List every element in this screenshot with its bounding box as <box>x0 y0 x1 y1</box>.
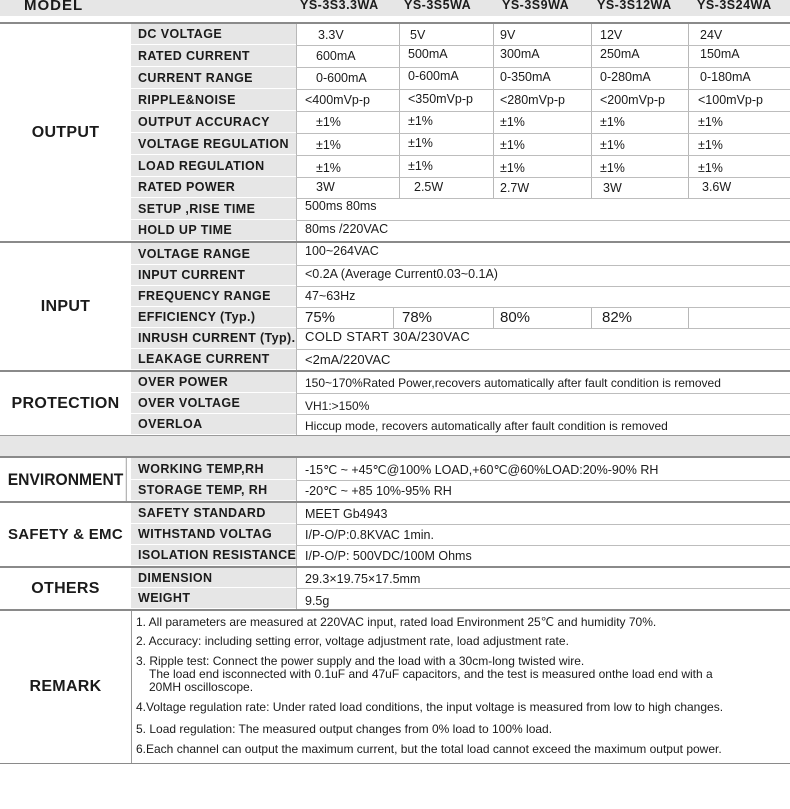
spacer-band <box>0 435 790 456</box>
value-cell: 0-180mA <box>700 70 751 84</box>
value-cell: ±1% <box>600 115 625 129</box>
value-cell: 12V <box>600 27 623 42</box>
value-cell: 9V <box>500 27 516 42</box>
model-name: YS-3S5WA <box>404 0 472 12</box>
remark-note: 2. Accuracy: including setting error, voltage adjustment rate, load adjustment rate. <box>136 634 569 648</box>
value-cell: 100~264VAC <box>305 244 379 258</box>
value-cell: 3W <box>603 180 622 195</box>
value-cell: ±1% <box>500 115 525 129</box>
row-label: ISOLATION RESISTANCE <box>131 545 296 566</box>
column-divider <box>296 372 297 435</box>
value-cell: COLD START 30A/230VAC <box>305 329 471 344</box>
value-cell: 82% <box>602 309 633 326</box>
value-cell: ±1% <box>408 114 433 128</box>
row-divider <box>0 763 790 764</box>
value-cell: I/P-O/P:0.8KVAC 1min. <box>305 527 434 542</box>
row-label: WORKING TEMP,RH <box>131 458 296 480</box>
remark-notes <box>136 611 790 763</box>
column-divider <box>688 307 689 328</box>
column-divider <box>296 503 297 566</box>
value-cell: 250mA <box>600 47 640 61</box>
value-cell: 29.3×19.75×17.5mm <box>305 572 421 586</box>
value-cell: -15℃ ~ +45℃@100% LOAD,+60℃@60%LOAD:20%-90% RH <box>305 462 659 477</box>
value-cell: <350mVp-p <box>408 92 473 106</box>
value-cell: 600mA <box>316 49 356 63</box>
value-cell: ±1% <box>408 136 433 150</box>
row-label: LEAKAGE CURRENT <box>131 349 296 370</box>
row-label: WEIGHT <box>131 588 296 609</box>
remark-note: 1. All parameters are measured at 220VAC input, rated load Environment 25℃ and humidity 70%. <box>136 615 657 629</box>
column-divider <box>393 307 394 328</box>
value-cell: ±1% <box>600 161 625 175</box>
value-cell: Hiccup mode, recovers automatically after fault condition is removed <box>305 418 668 433</box>
section-protection-title: PROTECTION <box>0 372 132 435</box>
value-cell: <200mVp-p <box>600 93 665 107</box>
section-others-title: OTHERS <box>0 568 132 609</box>
row-label: FREQUENCY RANGE <box>131 286 296 307</box>
value-cell: 0-600mA <box>408 69 459 83</box>
value-cell: -20℃ ~ +85 10%-95% RH <box>305 484 452 498</box>
header-row <box>0 0 790 16</box>
row-label: SAFETY STANDARD <box>131 503 296 524</box>
model-name: YS-3S9WA <box>502 0 570 12</box>
value-cell: 80ms /220VAC <box>305 221 389 236</box>
value-cell: <400mVp-p <box>305 93 370 107</box>
row-label: OVER POWER <box>131 372 296 393</box>
row-label: VOLTAGE RANGE <box>131 243 296 265</box>
value-cell: 0-350mA <box>500 70 551 84</box>
value-cell: 75% <box>305 309 336 326</box>
value-cell: 5V <box>410 27 426 42</box>
row-label: INRUSH CURRENT (Typ). <box>131 328 296 349</box>
row-label: WITHSTAND VOLTAG <box>131 524 296 545</box>
value-cell: 47~63Hz <box>305 288 356 303</box>
value-cell: ±1% <box>408 159 433 173</box>
value-cell: ±1% <box>316 161 341 175</box>
row-divider <box>296 286 790 287</box>
value-cell: 150~170%Rated Power,recovers automatically after fault condition is removed <box>305 375 721 390</box>
value-cell: 500mA <box>408 47 448 61</box>
row-divider <box>296 393 790 394</box>
row-label: OVER VOLTAGE <box>131 393 296 414</box>
row-divider <box>296 307 790 308</box>
remark-note: The load end isconnected with 0.1uF and 47uF capacitors, and the test is measured onthe load end with a <box>149 667 713 681</box>
row-label: EFFICIENCY (Typ.) <box>131 307 296 328</box>
model-name: YS-3S3.3WA <box>300 0 379 12</box>
value-cell: VH1:>150% <box>305 398 370 413</box>
value-cell: <100mVp-p <box>698 93 763 107</box>
row-label: VOLTAGE REGULATION <box>131 133 296 155</box>
row-label: RATED POWER <box>131 177 296 198</box>
row-label: DIMENSION <box>131 568 296 588</box>
value-cell: I/P-O/P: 500VDC/100M Ohms <box>305 548 472 563</box>
row-label: RIPPLE&NOISE <box>131 89 296 111</box>
remark-note: 4.Voltage regulation rate: Under rated load conditions, the input voltage is measured from low to high changes. <box>136 700 724 714</box>
section-environment-title: ENVIRONMENT <box>5 458 126 501</box>
value-cell: ±1% <box>500 161 525 175</box>
value-cell: <2mA/220VAC <box>305 352 391 367</box>
value-cell: 24V <box>700 27 723 42</box>
row-label: LOAD REGULATION <box>131 155 296 177</box>
row-divider <box>0 435 790 436</box>
value-cell: MEET Gb4943 <box>305 506 388 521</box>
value-cell: 3W <box>316 179 335 194</box>
value-cell: 80% <box>500 309 531 326</box>
column-divider <box>493 307 494 328</box>
section-remark-title: REMARK <box>0 611 132 763</box>
value-cell: ±1% <box>316 115 341 129</box>
row-label: CURRENT RANGE <box>131 67 296 89</box>
column-divider <box>591 307 592 328</box>
model-name: YS-3S24WA <box>697 0 772 12</box>
value-cell: ±1% <box>600 138 625 152</box>
row-label: STORAGE TEMP, RH <box>131 480 296 501</box>
row-label: DC VOLTAGE <box>131 24 296 45</box>
value-cell: 0-600mA <box>316 71 367 85</box>
value-cell: ±1% <box>500 138 525 152</box>
remark-note: 3. Ripple test: Connect the power supply and the load with a 30cm-long twisted wire. <box>136 654 585 668</box>
row-label: SETUP ,RISE TIME <box>131 198 296 220</box>
row-label: INPUT CURRENT <box>131 265 296 286</box>
value-cell: 78% <box>402 309 433 326</box>
value-cell: 2.5W <box>414 179 444 194</box>
value-cell: 150mA <box>700 47 740 61</box>
model-label: MODEL <box>24 0 84 14</box>
value-cell: 300mA <box>500 47 540 61</box>
value-cell: 9.5g <box>305 593 330 608</box>
remark-note: 20MH oscilloscope. <box>149 680 254 694</box>
value-cell: 0-280mA <box>600 70 651 84</box>
row-label: RATED CURRENT <box>131 45 296 67</box>
value-cell: <0.2A (Average Current0.03~0.1A) <box>305 266 498 281</box>
value-cell: ±1% <box>698 161 723 175</box>
remark-note: 5. Load regulation: The measured output changes from 0% load to 100% load. <box>136 722 553 736</box>
row-label: HOLD UP TIME <box>131 220 296 241</box>
model-name: YS-3S12WA <box>597 0 672 12</box>
value-cell: ±1% <box>316 138 341 152</box>
remark-note: 6.Each channel can output the maximum current, but the total load cannot exceed the maximum output power. <box>136 742 722 756</box>
section-input-title: INPUT <box>0 243 132 370</box>
value-cell: 500ms 80ms <box>305 199 377 213</box>
row-label: OVERLOA <box>131 414 296 435</box>
value-cell: 2.7W <box>500 180 530 195</box>
section-safety-title: SAFETY & EMC <box>0 503 132 566</box>
section-output-title: OUTPUT <box>0 24 132 241</box>
value-cell: ±1% <box>698 115 723 129</box>
row-label: OUTPUT ACCURACY <box>131 111 296 133</box>
value-cell: ±1% <box>698 138 723 152</box>
value-cell: 3.6W <box>702 179 732 194</box>
value-cell: <280mVp-p <box>500 93 565 107</box>
value-cell: 3.3V <box>318 27 344 42</box>
